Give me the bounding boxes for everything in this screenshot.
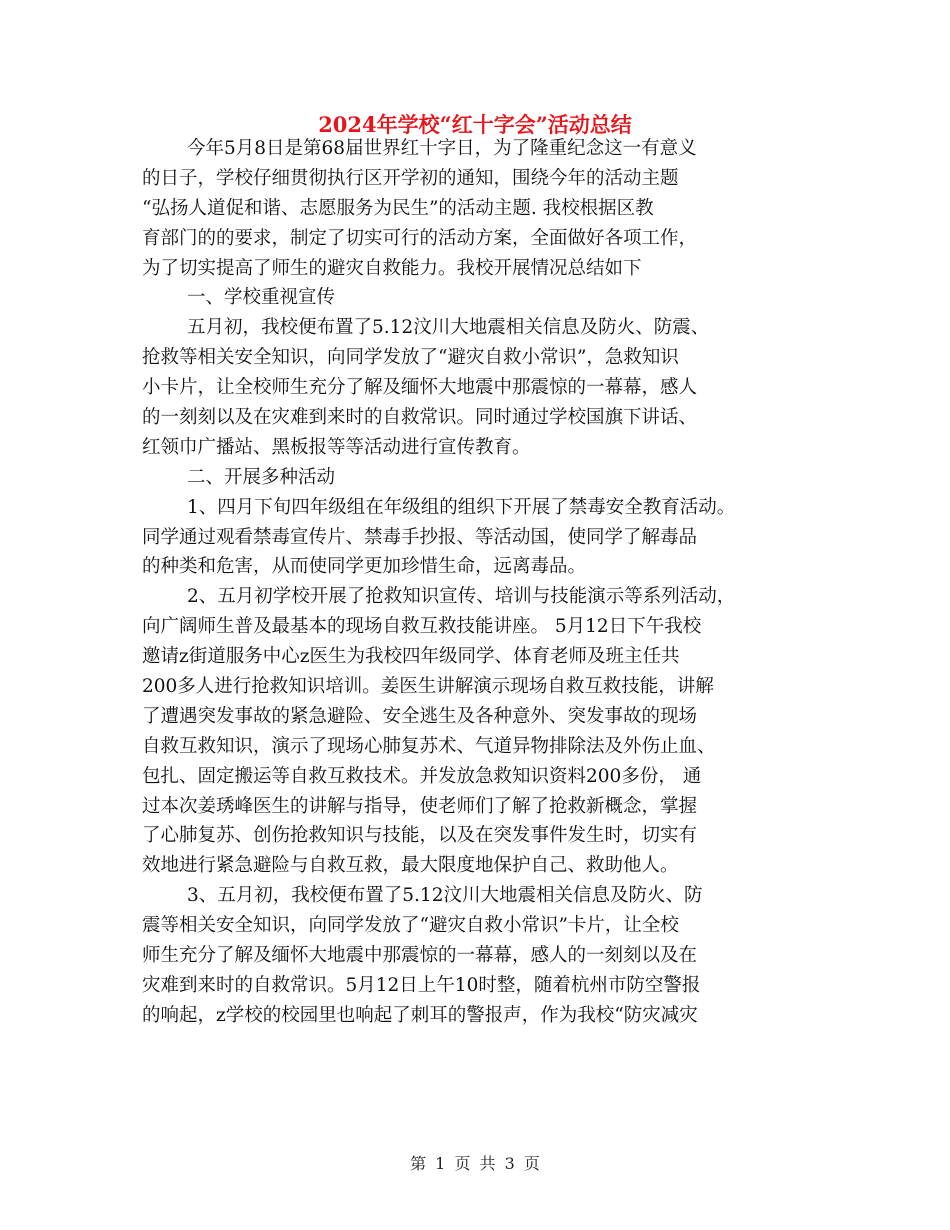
document-title: 2024年学校“红十字会”活动总结 — [318, 112, 632, 137]
text-line: 震等相关安全知识，向同学发放了“避灾自救小常识”卡片，让全校 — [142, 915, 679, 937]
text-line: 200多人进行抢救知识培训。姜医生讲解演示现场自救互救技能，讲解 — [142, 676, 714, 698]
text-line: 的日子，学校仔细贯彻执行区开学初的通知，围绕今年的活动主题 — [142, 167, 679, 189]
text-line: 育部门的的要求，制定了切实可行的活动方案，全面做好各项工作， — [142, 227, 698, 249]
text-line: 向广阔师生普及最基本的现场自救互救技能讲座。 5月12日下午我校 — [142, 616, 702, 638]
text-line: 的一刻刻以及在灾难到来时的自救常识。同时通过学校国旗下讲话、 — [142, 407, 698, 429]
text-line: 自救互救知识，演示了现场心肺复苏术、气道异物排除法及外伤止血、 — [142, 735, 716, 757]
text-line: 灾难到来时的自救常识。5月12日上午10时整，随着杭州市防空警报 — [142, 974, 701, 996]
text-line: 今年5月8日是第68届世界红十字日，为了隆重纪念这一有意义 — [187, 138, 697, 159]
text-line: 过本次姜琇峰医生的讲解与指导，使老师们了解了抢救新概念，掌握 — [142, 795, 698, 817]
text-line: 1、四月下旬四年级组在年级组的组织下开展了禁毒安全教育活动。 — [187, 496, 736, 518]
text-line: 五月初，我校便布置了5.12汶川大地震相关信息及防火、防震、 — [187, 317, 710, 339]
text-line: 的响起，z学校的校园里也响起了刺耳的警报声，作为我校“防灾减灾 — [142, 1004, 698, 1026]
text-line: 二、开展多种活动 — [187, 466, 336, 488]
text-line: “弘扬人道促和谐、志愿服务为民生”的活动主题. 我校根据区教 — [142, 197, 654, 219]
text-line: 2、五月初学校开展了抢救知识宣传、培训与技能演示等系列活动， — [187, 586, 736, 608]
document-body — [142, 134, 832, 1031]
text-line: 小卡片，让全校师生充分了解及缅怀大地震中那震惊的一幕幕，感人 — [142, 377, 698, 399]
text-line: 了心肺复苏、创伤抢救知识与技能，以及在突发事件发生时，切实有 — [142, 825, 698, 847]
text-line: 师生充分了解及缅怀大地震中那震惊的一幕幕，感人的一刻刻以及在 — [142, 945, 698, 967]
text-line: 同学通过观看禁毒宣传片、禁毒手抄报、等活动国，使同学了解毒品 — [142, 526, 698, 548]
text-line: 抢救等相关安全知识，向同学发放了“避灾自救小常识”，急救知识 — [142, 347, 679, 369]
page-footer: 第 1 页 共 3 页 — [410, 1154, 540, 1173]
text-line: 红领巾广播站、黑板报等等活动进行宣传教育。 — [142, 436, 531, 458]
text-line: 邀请z街道服务中心z医生为我校四年级同学、体育老师及班主任共 — [142, 646, 680, 668]
text-line: 的种类和危害，从而使同学更加珍惜生命，远离毒品。 — [142, 556, 587, 578]
text-line: 包扎、固定搬运等自救互救技术。并发放急救知识资料200多份， 通 — [142, 765, 702, 787]
text-line: 为了切实提高了师生的避灾自救能力。我校开展情况总结如下 — [142, 257, 642, 279]
text-line: 了遭遇突发事故的紧急避险、安全逃生及各种意外、突发事故的现场 — [142, 705, 698, 727]
text-line: 效地进行紧急避险与自救互救，最大限度地保护自己、救助他人。 — [142, 855, 679, 877]
text-line: 3、五月初，我校便布置了5.12汶川大地震相关信息及防火、防 — [187, 885, 703, 907]
text-line: 一、学校重视宣传 — [187, 287, 336, 309]
